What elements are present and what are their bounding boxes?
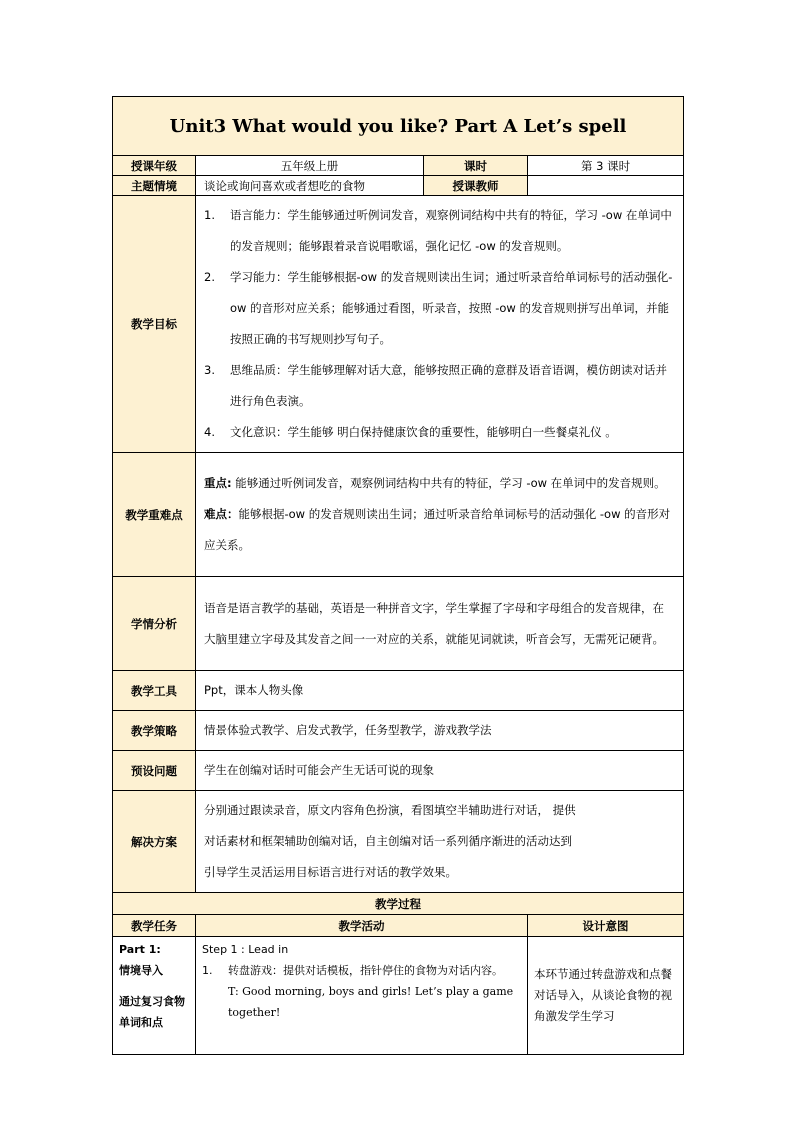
goal-item: 2. 学习能力：学生能够根据-ow 的发音规则读出生词；通过听录音给单词标号的活动强化-ow 的音形对应关系；能够通过看图，听录音，按照 -ow 的发音规则拼写出单词，并能按照正确的书写规则抄写句子。: [204, 270, 673, 346]
activity-line2: T: Good morning, boys and girls! Let’s play a game together!: [228, 985, 514, 1019]
lesson-plan-table: [112, 96, 684, 1055]
grade-label: 授课年级: [113, 156, 196, 176]
goals-list: [204, 200, 675, 448]
analysis-text: 语音是语言教学的基础，英语是一种拼音文字，学生掌握了字母和字母组合的发音规律，在大脑里建立字母及其发音之间一一对应的关系，就能见词就读，听音会写，无需死记硬背。: [196, 577, 684, 671]
activity-line1: 转盘游戏：提供对话模板，指针停住的食物为对话内容。: [228, 964, 503, 977]
activity-num: 1.: [202, 964, 213, 977]
solution-line: 引导学生灵活运用目标语言进行对话的教学效果。: [204, 865, 457, 879]
problem-text: 学生在创编对话时可能会产生无话可说的现象: [196, 751, 684, 791]
goals-content: [196, 196, 684, 453]
key-point-text: 能够通过听例词发音，观察例词结构中共有的特征，学习 -ow 在单词中的发音规则。: [231, 476, 666, 490]
process-header-task: 教学任务: [113, 915, 196, 937]
strategy-label: 教学策略: [113, 711, 196, 751]
analysis-label: 学情分析: [113, 577, 196, 671]
problem-label: 预设问题: [113, 751, 196, 791]
task-desc: 通过复习食物单词和点: [119, 995, 185, 1029]
keypoints-label: 教学重难点: [113, 453, 196, 577]
difficult-point-label: 难点：: [204, 507, 239, 521]
theme-value: 谈论或询问喜欢或者想吃的食物: [196, 176, 424, 196]
grade-value: 五年级上册: [196, 156, 424, 176]
goal-item: 1. 语言能力：学生能够通过听例词发音，观察例词结构中共有的特征，学习 -ow 在单词中的发音规则；能够跟着录音说唱歌谣，强化记忆 -ow 的发音规则。: [204, 208, 672, 253]
period-label: 课时: [424, 156, 528, 176]
intent-text: 本环节通过转盘游戏和点餐对话导入，从谈论食物的视角激发学生学习: [528, 937, 684, 1055]
activity-cell: [196, 937, 528, 1055]
teacher-label: 授课教师: [424, 176, 528, 196]
tools-text: Ppt，课本人物头像: [196, 671, 684, 711]
process-header-activity: 教学活动: [196, 915, 528, 937]
process-header-intent: 设计意图: [528, 915, 684, 937]
period-value: 第 3 课时: [528, 156, 684, 176]
activity-step: Step 1 : Lead in: [202, 943, 289, 956]
process-title: 教学过程: [113, 893, 684, 915]
teacher-value: [528, 176, 684, 196]
goals-label: 教学目标: [113, 196, 196, 453]
goal-item: 4. 文化意识：学生能够 明白保持健康饮食的重要性，能够明白一些餐桌礼仪 。: [204, 425, 617, 439]
theme-label: 主题情境: [113, 176, 196, 196]
task-part: Part 1:: [119, 943, 161, 956]
task-cell: [113, 937, 196, 1055]
difficult-point-text: 能够根据-ow 的发音规则读出生词；通过听录音给单词标号的活动强化 -ow 的音形对应关系。: [204, 507, 671, 552]
goal-item: 3. 思维品质：学生能够理解对话大意，能够按照正确的意群及语音语调，模仿朗读对话并进行角色表演。: [204, 363, 667, 408]
solution-label: 解决方案: [113, 791, 196, 893]
keypoints-content: [196, 453, 684, 577]
solution-line: 分别通过跟读录音，原文内容角色扮演，看图填空半辅助进行对话， 提供: [204, 803, 576, 817]
key-point-label: 重点:: [204, 476, 232, 490]
task-name: 情境导入: [119, 964, 163, 977]
lesson-title: Unit3 What would you like? Part A Let’s spell: [113, 97, 684, 156]
solution-line: 对话素材和框架辅助创编对话，自主创编对话一系列循序渐进的活动达到: [204, 834, 572, 848]
strategy-text: 情景体验式教学、启发式教学，任务型教学，游戏教学法: [196, 711, 684, 751]
solution-content: [196, 791, 684, 893]
tools-label: 教学工具: [113, 671, 196, 711]
